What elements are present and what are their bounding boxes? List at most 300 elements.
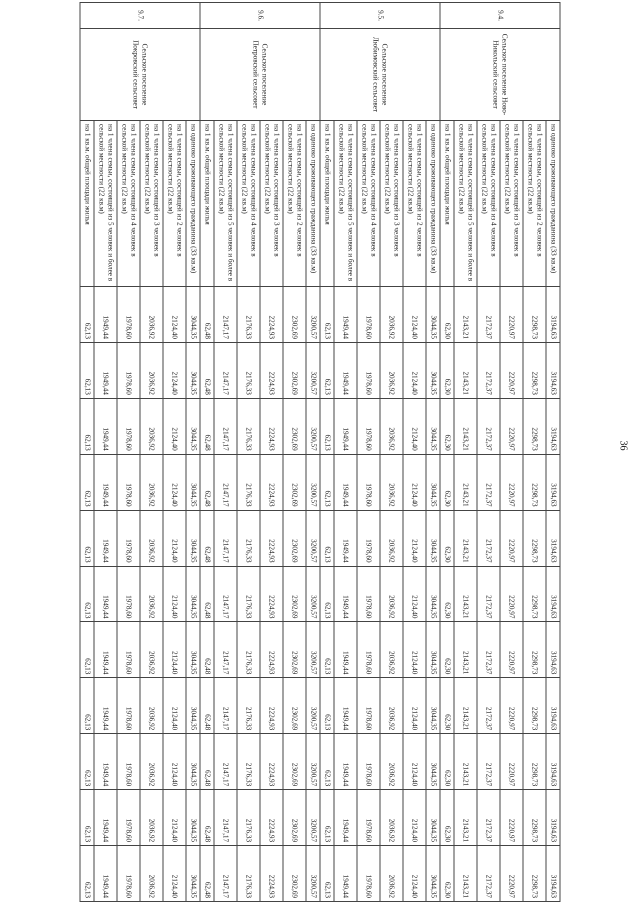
value-cell: 62,30 bbox=[440, 678, 454, 734]
value-cell: 62,30 bbox=[440, 566, 454, 622]
value-cell: 62,30 bbox=[440, 734, 454, 790]
value-cell: 2147,17 bbox=[214, 287, 237, 343]
category-label: на 1 кв.м. общей площади жилья bbox=[440, 121, 454, 287]
value-cell: 2172,37 bbox=[477, 678, 500, 734]
value-cell: 3044,35 bbox=[186, 566, 200, 622]
value-cell: 2302,69 bbox=[283, 398, 306, 454]
category-label: на 1 члена семьи, состоящей из 5 человек и более в сельской местности (22 кв.м) bbox=[334, 121, 357, 287]
value-cell: 2172,37 bbox=[477, 510, 500, 566]
value-cell: 2176,33 bbox=[237, 566, 260, 622]
value-cell: 2143,21 bbox=[454, 678, 477, 734]
value-cell: 62,48 bbox=[200, 287, 214, 343]
value-cell: 1978,60 bbox=[117, 678, 140, 734]
value-cell: 2176,33 bbox=[237, 678, 260, 734]
value-cell: 3194,63 bbox=[546, 846, 560, 902]
value-cell: 2036,92 bbox=[140, 566, 163, 622]
settlement-name: Сельское поселение Любимовский сельсовет bbox=[320, 29, 440, 121]
value-cell: 2224,93 bbox=[260, 510, 283, 566]
category-label: на 1 члена семьи, состоящей из 3 человек в сельской местности (22 кв.м) bbox=[380, 121, 403, 287]
value-cell: 2302,69 bbox=[283, 790, 306, 846]
value-cell: 62,30 bbox=[440, 342, 454, 398]
value-cell: 2036,92 bbox=[380, 287, 403, 343]
value-cell: 2124,40 bbox=[163, 510, 186, 566]
value-cell: 3044,35 bbox=[186, 398, 200, 454]
value-cell: 62,13 bbox=[80, 566, 94, 622]
value-cell: 62,13 bbox=[80, 287, 94, 343]
value-cell: 2176,33 bbox=[237, 622, 260, 678]
value-cell: 3194,63 bbox=[546, 566, 560, 622]
value-cell: 3044,35 bbox=[186, 790, 200, 846]
value-cell: 62,13 bbox=[320, 734, 334, 790]
value-cell: 1978,60 bbox=[117, 454, 140, 510]
value-cell: 3200,57 bbox=[306, 510, 320, 566]
value-cell: 3194,63 bbox=[546, 454, 560, 510]
value-cell: 1978,60 bbox=[357, 790, 380, 846]
value-cell: 2220,97 bbox=[500, 342, 523, 398]
category-label: на 1 члена семьи, состоящей из 2 человек в сельской местности (22 кв.м) bbox=[283, 121, 306, 287]
value-cell: 2298,73 bbox=[523, 678, 546, 734]
value-cell: 62,48 bbox=[200, 678, 214, 734]
value-cell: 2298,73 bbox=[523, 342, 546, 398]
value-cell: 2220,97 bbox=[500, 622, 523, 678]
table-row bbox=[237, 3, 260, 902]
value-cell: 1949,44 bbox=[334, 287, 357, 343]
value-cell: 1978,60 bbox=[117, 510, 140, 566]
value-cell: 62,13 bbox=[320, 510, 334, 566]
value-cell: 2172,37 bbox=[477, 622, 500, 678]
value-cell: 2224,93 bbox=[260, 678, 283, 734]
value-cell: 1978,60 bbox=[357, 342, 380, 398]
value-cell: 3194,63 bbox=[546, 734, 560, 790]
value-cell: 2298,73 bbox=[523, 790, 546, 846]
category-label: на одиноко проживающего гражданина (33 кв.м) bbox=[426, 121, 440, 287]
value-cell: 2147,17 bbox=[214, 734, 237, 790]
table-row bbox=[94, 3, 117, 902]
value-cell: 62,13 bbox=[320, 622, 334, 678]
category-label: на 1 члена семьи, состоящей из 3 человек в сельской местности (22 кв.м) bbox=[500, 121, 523, 287]
value-cell: 2124,40 bbox=[403, 790, 426, 846]
value-cell: 3200,57 bbox=[306, 287, 320, 343]
tariff-table bbox=[80, 2, 561, 902]
value-cell: 2124,40 bbox=[163, 454, 186, 510]
value-cell: 2143,21 bbox=[454, 734, 477, 790]
value-cell: 3044,35 bbox=[186, 622, 200, 678]
value-cell: 1978,60 bbox=[357, 510, 380, 566]
settlement-name: Сельское поселение Ново-Никольский сельсовет bbox=[440, 29, 560, 121]
value-cell: 2124,40 bbox=[403, 846, 426, 902]
table-row bbox=[117, 3, 140, 902]
value-cell: 2124,40 bbox=[163, 398, 186, 454]
value-cell: 3200,57 bbox=[306, 790, 320, 846]
value-cell: 62,48 bbox=[200, 622, 214, 678]
value-cell: 62,13 bbox=[80, 846, 94, 902]
value-cell: 1949,44 bbox=[94, 510, 117, 566]
value-cell: 62,48 bbox=[200, 510, 214, 566]
value-cell: 2124,40 bbox=[163, 678, 186, 734]
category-label: на 1 кв.м. общей площади жилья bbox=[320, 121, 334, 287]
table-row bbox=[306, 3, 320, 902]
value-cell: 62,30 bbox=[440, 287, 454, 343]
category-label: на 1 члена семьи, состоящей из 3 человек в сельской местности (22 кв.м) bbox=[260, 121, 283, 287]
table-row bbox=[357, 3, 380, 902]
value-cell: 2124,40 bbox=[163, 566, 186, 622]
rotated-table-container bbox=[80, 2, 561, 902]
value-cell: 2224,93 bbox=[260, 398, 283, 454]
value-cell: 62,48 bbox=[200, 790, 214, 846]
value-cell: 3194,63 bbox=[546, 342, 560, 398]
value-cell: 3044,35 bbox=[426, 566, 440, 622]
value-cell: 2143,21 bbox=[454, 846, 477, 902]
table-row bbox=[546, 3, 560, 902]
value-cell: 1978,60 bbox=[117, 790, 140, 846]
value-cell: 3194,63 bbox=[546, 510, 560, 566]
table-row bbox=[80, 3, 94, 902]
value-cell: 2224,93 bbox=[260, 566, 283, 622]
value-cell: 2172,37 bbox=[477, 566, 500, 622]
value-cell: 3044,35 bbox=[186, 846, 200, 902]
value-cell: 2176,33 bbox=[237, 510, 260, 566]
value-cell: 62,48 bbox=[200, 342, 214, 398]
settlement-name: Сельское поселение Петровский сельсовет bbox=[200, 29, 320, 121]
value-cell: 2176,33 bbox=[237, 846, 260, 902]
value-cell: 62,48 bbox=[200, 454, 214, 510]
value-cell: 1949,44 bbox=[334, 398, 357, 454]
value-cell: 2124,40 bbox=[403, 734, 426, 790]
value-cell: 2124,40 bbox=[163, 846, 186, 902]
value-cell: 2224,93 bbox=[260, 342, 283, 398]
value-cell: 1949,44 bbox=[94, 846, 117, 902]
value-cell: 2176,33 bbox=[237, 287, 260, 343]
value-cell: 2036,92 bbox=[380, 678, 403, 734]
value-cell: 3200,57 bbox=[306, 566, 320, 622]
value-cell: 2298,73 bbox=[523, 510, 546, 566]
category-label: на 1 члена семьи, состоящей из 4 человек в сельской местности (22 кв.м) bbox=[237, 121, 260, 287]
section-number: 9.7. bbox=[80, 3, 200, 29]
value-cell: 62,13 bbox=[80, 734, 94, 790]
value-cell: 1978,60 bbox=[117, 398, 140, 454]
value-cell: 3200,57 bbox=[306, 398, 320, 454]
value-cell: 62,13 bbox=[80, 510, 94, 566]
value-cell: 2143,21 bbox=[454, 790, 477, 846]
value-cell: 3044,35 bbox=[186, 510, 200, 566]
value-cell: 1978,60 bbox=[357, 566, 380, 622]
value-cell: 2147,17 bbox=[214, 454, 237, 510]
value-cell: 3044,35 bbox=[426, 342, 440, 398]
value-cell: 1978,60 bbox=[357, 622, 380, 678]
section-number: 9.5. bbox=[320, 3, 440, 29]
value-cell: 1949,44 bbox=[334, 622, 357, 678]
table-row bbox=[334, 3, 357, 902]
value-cell: 2143,21 bbox=[454, 287, 477, 343]
value-cell: 62,30 bbox=[440, 846, 454, 902]
value-cell: 3200,57 bbox=[306, 846, 320, 902]
value-cell: 2143,21 bbox=[454, 342, 477, 398]
value-cell: 3044,35 bbox=[186, 678, 200, 734]
value-cell: 2036,92 bbox=[140, 287, 163, 343]
value-cell: 2298,73 bbox=[523, 846, 546, 902]
value-cell: 2220,97 bbox=[500, 678, 523, 734]
value-cell: 2147,17 bbox=[214, 342, 237, 398]
value-cell: 3200,57 bbox=[306, 678, 320, 734]
value-cell: 2124,40 bbox=[163, 342, 186, 398]
table-row bbox=[140, 3, 163, 902]
value-cell: 3044,35 bbox=[186, 342, 200, 398]
value-cell: 2302,69 bbox=[283, 566, 306, 622]
value-cell: 2176,33 bbox=[237, 454, 260, 510]
value-cell: 3194,63 bbox=[546, 287, 560, 343]
value-cell: 2298,73 bbox=[523, 287, 546, 343]
value-cell: 1949,44 bbox=[94, 678, 117, 734]
value-cell: 2147,17 bbox=[214, 398, 237, 454]
value-cell: 2036,92 bbox=[140, 734, 163, 790]
value-cell: 3044,35 bbox=[426, 287, 440, 343]
value-cell: 1978,60 bbox=[357, 734, 380, 790]
value-cell: 2143,21 bbox=[454, 398, 477, 454]
value-cell: 62,13 bbox=[320, 566, 334, 622]
value-cell: 3200,57 bbox=[306, 734, 320, 790]
value-cell: 2124,40 bbox=[403, 678, 426, 734]
value-cell: 2302,69 bbox=[283, 510, 306, 566]
table-row bbox=[380, 3, 403, 902]
value-cell: 3044,35 bbox=[426, 622, 440, 678]
value-cell: 2224,93 bbox=[260, 454, 283, 510]
value-cell: 2143,21 bbox=[454, 622, 477, 678]
value-cell: 1949,44 bbox=[334, 846, 357, 902]
value-cell: 1949,44 bbox=[94, 342, 117, 398]
table-row bbox=[477, 3, 500, 902]
value-cell: 1978,60 bbox=[117, 287, 140, 343]
value-cell: 3200,57 bbox=[306, 622, 320, 678]
value-cell: 2172,37 bbox=[477, 398, 500, 454]
value-cell: 2172,37 bbox=[477, 287, 500, 343]
value-cell: 2036,92 bbox=[380, 398, 403, 454]
value-cell: 2172,37 bbox=[477, 846, 500, 902]
category-label: на 1 члена семьи, состоящей из 4 человек в сельской местности (22 кв.м) bbox=[117, 121, 140, 287]
value-cell: 2176,33 bbox=[237, 398, 260, 454]
value-cell: 2172,37 bbox=[477, 790, 500, 846]
value-cell: 2302,69 bbox=[283, 342, 306, 398]
value-cell: 2036,92 bbox=[140, 846, 163, 902]
value-cell: 2124,40 bbox=[403, 342, 426, 398]
value-cell: 62,13 bbox=[80, 342, 94, 398]
table-row bbox=[320, 3, 334, 902]
value-cell: 3200,57 bbox=[306, 454, 320, 510]
table-row bbox=[440, 3, 454, 902]
value-cell: 1949,44 bbox=[334, 734, 357, 790]
value-cell: 2176,33 bbox=[237, 342, 260, 398]
value-cell: 2298,73 bbox=[523, 398, 546, 454]
value-cell: 2124,40 bbox=[403, 566, 426, 622]
settlement-name: Сельское поселение Покровский сельсовет bbox=[80, 29, 200, 121]
value-cell: 1978,60 bbox=[357, 287, 380, 343]
value-cell: 3044,35 bbox=[426, 790, 440, 846]
value-cell: 62,13 bbox=[80, 678, 94, 734]
value-cell: 3200,57 bbox=[306, 342, 320, 398]
value-cell: 2036,92 bbox=[380, 510, 403, 566]
section-number: 9.4. bbox=[440, 3, 560, 29]
value-cell: 2143,21 bbox=[454, 454, 477, 510]
value-cell: 3044,35 bbox=[426, 454, 440, 510]
value-cell: 2036,92 bbox=[380, 846, 403, 902]
value-cell: 2172,37 bbox=[477, 734, 500, 790]
value-cell: 1949,44 bbox=[334, 678, 357, 734]
category-label: на 1 члена семьи, состоящей из 2 человек в сельской местности (22 кв.м) bbox=[163, 121, 186, 287]
value-cell: 2172,37 bbox=[477, 342, 500, 398]
value-cell: 1949,44 bbox=[334, 566, 357, 622]
category-label: на 1 кв.м. общей площади жилья bbox=[200, 121, 214, 287]
value-cell: 2302,69 bbox=[283, 734, 306, 790]
value-cell: 2220,97 bbox=[500, 454, 523, 510]
value-cell: 1949,44 bbox=[94, 454, 117, 510]
value-cell: 1949,44 bbox=[334, 454, 357, 510]
value-cell: 2298,73 bbox=[523, 454, 546, 510]
value-cell: 62,13 bbox=[320, 454, 334, 510]
category-label: на 1 члена семьи, состоящей из 2 человек в сельской местности (22 кв.м) bbox=[523, 121, 546, 287]
value-cell: 2124,40 bbox=[163, 790, 186, 846]
value-cell: 62,13 bbox=[320, 287, 334, 343]
value-cell: 2298,73 bbox=[523, 622, 546, 678]
value-cell: 62,13 bbox=[80, 622, 94, 678]
value-cell: 2298,73 bbox=[523, 566, 546, 622]
value-cell: 2176,33 bbox=[237, 734, 260, 790]
category-label: на 1 члена семьи, состоящей из 5 человек и более в сельской местности (22 кв.м) bbox=[94, 121, 117, 287]
section-number: 9.6. bbox=[200, 3, 320, 29]
value-cell: 1949,44 bbox=[334, 342, 357, 398]
value-cell: 3044,35 bbox=[426, 678, 440, 734]
value-cell: 2302,69 bbox=[283, 622, 306, 678]
value-cell: 2220,97 bbox=[500, 790, 523, 846]
value-cell: 2036,92 bbox=[140, 678, 163, 734]
value-cell: 2124,40 bbox=[403, 622, 426, 678]
value-cell: 2224,93 bbox=[260, 846, 283, 902]
value-cell: 2036,92 bbox=[140, 790, 163, 846]
value-cell: 1978,60 bbox=[117, 622, 140, 678]
value-cell: 1978,60 bbox=[117, 734, 140, 790]
value-cell: 62,48 bbox=[200, 398, 214, 454]
value-cell: 2224,93 bbox=[260, 734, 283, 790]
value-cell: 62,48 bbox=[200, 566, 214, 622]
value-cell: 62,48 bbox=[200, 734, 214, 790]
value-cell: 2172,37 bbox=[477, 454, 500, 510]
value-cell: 62,30 bbox=[440, 454, 454, 510]
category-label: на 1 члена семьи, состоящей из 5 человек и более в сельской местности (22 кв.м) bbox=[454, 121, 477, 287]
table-row bbox=[523, 3, 546, 902]
value-cell: 3044,35 bbox=[186, 287, 200, 343]
category-label: на 1 члена семьи, состоящей из 3 человек в сельской местности (22 кв.м) bbox=[140, 121, 163, 287]
value-cell: 3044,35 bbox=[186, 454, 200, 510]
value-cell: 2124,40 bbox=[163, 287, 186, 343]
value-cell: 2036,92 bbox=[380, 622, 403, 678]
value-cell: 1978,60 bbox=[117, 342, 140, 398]
value-cell: 2302,69 bbox=[283, 678, 306, 734]
value-cell: 62,13 bbox=[80, 454, 94, 510]
value-cell: 2124,40 bbox=[403, 510, 426, 566]
value-cell: 1978,60 bbox=[117, 846, 140, 902]
value-cell: 2298,73 bbox=[523, 734, 546, 790]
table-row bbox=[214, 3, 237, 902]
value-cell: 62,30 bbox=[440, 622, 454, 678]
value-cell: 1978,60 bbox=[357, 398, 380, 454]
value-cell: 1978,60 bbox=[357, 454, 380, 510]
table-row bbox=[403, 3, 426, 902]
value-cell: 2302,69 bbox=[283, 454, 306, 510]
value-cell: 1978,60 bbox=[117, 566, 140, 622]
value-cell: 3044,35 bbox=[426, 846, 440, 902]
table-body bbox=[80, 3, 560, 902]
category-label: на 1 члена семьи, состоящей из 2 человек в сельской местности (22 кв.м) bbox=[403, 121, 426, 287]
value-cell: 62,30 bbox=[440, 398, 454, 454]
value-cell: 62,13 bbox=[80, 790, 94, 846]
value-cell: 2147,17 bbox=[214, 566, 237, 622]
table-row bbox=[283, 3, 306, 902]
value-cell: 62,13 bbox=[320, 398, 334, 454]
value-cell: 2124,40 bbox=[403, 398, 426, 454]
value-cell: 62,48 bbox=[200, 846, 214, 902]
value-cell: 62,13 bbox=[320, 342, 334, 398]
value-cell: 2147,17 bbox=[214, 510, 237, 566]
value-cell: 62,30 bbox=[440, 510, 454, 566]
value-cell: 2036,92 bbox=[380, 342, 403, 398]
value-cell: 62,13 bbox=[320, 846, 334, 902]
page-number: 36 bbox=[617, 440, 629, 451]
value-cell: 2147,17 bbox=[214, 622, 237, 678]
value-cell: 62,13 bbox=[320, 790, 334, 846]
category-label: на 1 кв.м. общей площади жилья bbox=[80, 121, 94, 287]
value-cell: 3194,63 bbox=[546, 678, 560, 734]
value-cell: 2220,97 bbox=[500, 510, 523, 566]
value-cell: 1949,44 bbox=[94, 790, 117, 846]
value-cell: 2302,69 bbox=[283, 846, 306, 902]
value-cell: 2124,40 bbox=[163, 622, 186, 678]
value-cell: 62,13 bbox=[80, 398, 94, 454]
value-cell: 2124,40 bbox=[163, 734, 186, 790]
value-cell: 2036,92 bbox=[140, 398, 163, 454]
value-cell: 2302,69 bbox=[283, 287, 306, 343]
table-row bbox=[454, 3, 477, 902]
value-cell: 2220,97 bbox=[500, 398, 523, 454]
value-cell: 2036,92 bbox=[140, 510, 163, 566]
table-row bbox=[163, 3, 186, 902]
value-cell: 62,13 bbox=[320, 678, 334, 734]
value-cell: 2124,40 bbox=[403, 287, 426, 343]
value-cell: 3194,63 bbox=[546, 622, 560, 678]
table-row bbox=[500, 3, 523, 902]
value-cell: 2143,21 bbox=[454, 566, 477, 622]
value-cell: 2224,93 bbox=[260, 622, 283, 678]
value-cell: 2036,92 bbox=[140, 454, 163, 510]
value-cell: 2224,93 bbox=[260, 790, 283, 846]
value-cell: 2036,92 bbox=[140, 342, 163, 398]
value-cell: 2147,17 bbox=[214, 790, 237, 846]
table-row bbox=[200, 3, 214, 902]
category-label: на 1 члена семьи, состоящей из 5 человек и более в сельской местности (22 кв.м) bbox=[214, 121, 237, 287]
value-cell: 2036,92 bbox=[380, 454, 403, 510]
value-cell: 1949,44 bbox=[94, 622, 117, 678]
value-cell: 2143,21 bbox=[454, 510, 477, 566]
category-label: на одиноко проживающего гражданина (33 кв.м) bbox=[186, 121, 200, 287]
value-cell: 1978,60 bbox=[357, 678, 380, 734]
value-cell: 2036,92 bbox=[380, 566, 403, 622]
category-label: на 1 члена семьи, состоящей из 4 человек в сельской местности (22 кв.м) bbox=[477, 121, 500, 287]
value-cell: 2220,97 bbox=[500, 734, 523, 790]
value-cell: 2224,93 bbox=[260, 287, 283, 343]
category-label: на одиноко проживающего гражданина (33 кв.м) bbox=[306, 121, 320, 287]
table-row bbox=[260, 3, 283, 902]
value-cell: 3044,35 bbox=[426, 398, 440, 454]
value-cell: 1949,44 bbox=[334, 790, 357, 846]
value-cell: 1978,60 bbox=[357, 846, 380, 902]
value-cell: 62,30 bbox=[440, 790, 454, 846]
